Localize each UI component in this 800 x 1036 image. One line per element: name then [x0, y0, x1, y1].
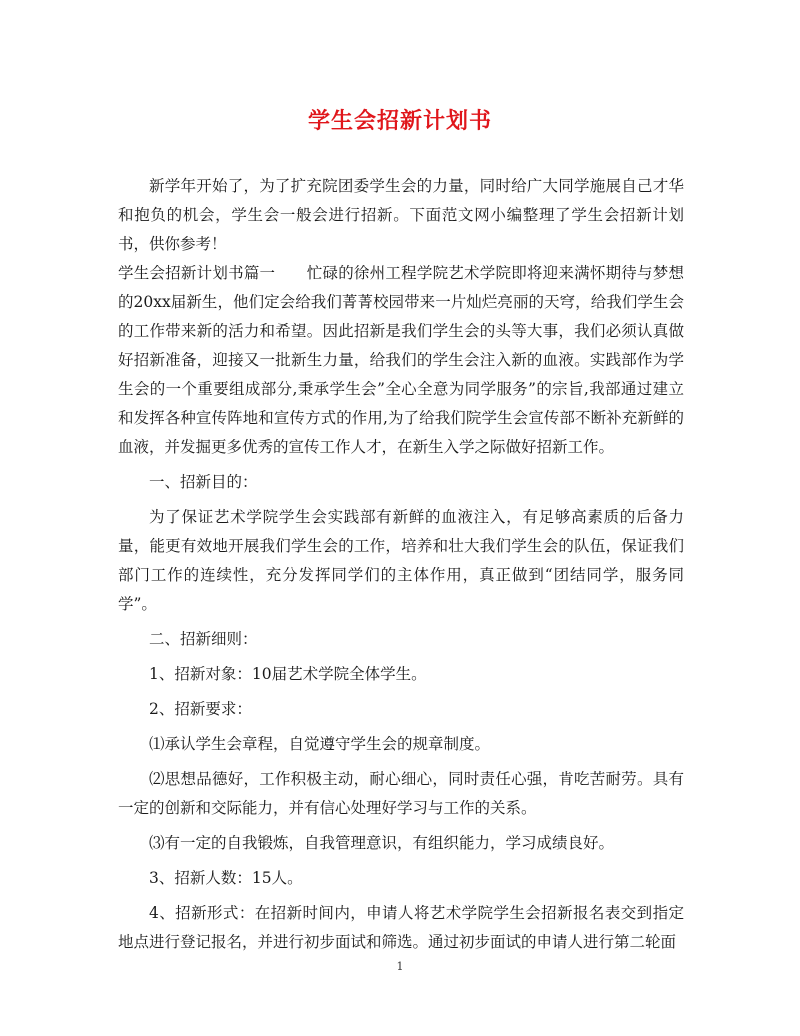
section-heading-purpose: 一、招新目的： — [149, 473, 258, 491]
requirement-item-3: ⑶有一定的自我锻炼，自我管理意识，有组织能力，学习成绩良好。 — [149, 834, 615, 852]
purpose-paragraph: 为了保证艺术学院学生会实践部有新鲜的血液注入，有足够高素质的后备力量，能更有效地开展我们学生会的工作，培养和壮大我们学生会的队伍，保证我们部门工作的连续性，充分发挥同学们的主体作用，真正做到“团结同学，服务同学”。 — [118, 508, 684, 613]
recruit-format: 4、招新形式：在招新时间内，申请人将艺术学院学生会招新报名表交到指定地点进行登记报名，并进行初步面试和筛选。通过初步面试的申请人进行第二轮面 — [118, 904, 684, 951]
requirement-item-2: ⑵思想品德好，工作积极主动，耐心细心，同时责任心强，肯吃苦耐劳。具有一定的创新和交际能力，并有信心处理好学习与工作的关系。 — [118, 770, 684, 817]
page-number: 1 — [396, 960, 404, 973]
recruit-requirements-heading: 2、招新要求： — [149, 700, 252, 718]
recruit-target: 1、招新对象：10届艺术学院全体学生。 — [149, 665, 427, 683]
requirement-item-1: ⑴承认学生会章程，自觉遵守学生会的规章制度。 — [149, 735, 491, 753]
recruit-count: 3、招新人数：15人。 — [149, 869, 303, 887]
document-title: 学生会招新计划书 — [307, 108, 492, 134]
plan-paragraph: 学生会招新计划书篇一 忙碌的徐州工程学院艺术学院即将迎来满怀期待与梦想的20xx届新生，他们定会给我们菁菁校园带来一片灿烂亮丽的天穹，给我们学生会的工作带来新的活力和希望。因此招新是我们学生会的头等大事，我们必须认真做好招新准备，迎接又一批新生力量，给我们的学生会注入新的血液。实践部作为学生会的一个重要组成部分,秉承学生会”全心全意为同学服务”的宗旨,我部通过建立和发挥各种宣传阵地和宣传方式的作用,为了给我们院学生会宣传部不断补充新鲜的血液，并发掘更多优秀的宣传工作人才，在新生入学之际做好招新工作。 — [118, 264, 684, 456]
intro-paragraph: 新学年开始了，为了扩充院团委学生会的力量，同时给广大同学施展自己才华和抱负的机会，学生会一般会进行招新。下面范文网小编整理了学生会招新计划书，供你参考！ — [118, 177, 684, 253]
section-heading-details: 二、招新细则： — [149, 630, 258, 648]
document-body — [118, 172, 684, 957]
